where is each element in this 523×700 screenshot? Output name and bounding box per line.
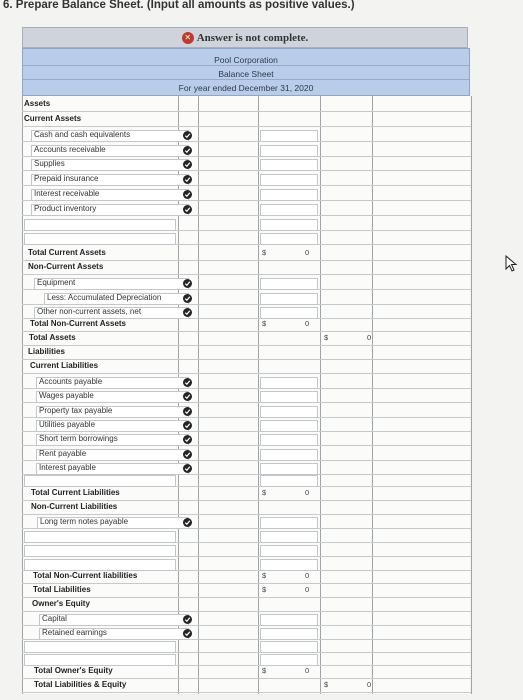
amount-input[interactable] <box>260 293 318 305</box>
currency-symbol: $ <box>262 488 267 497</box>
table-row-divider <box>22 514 471 515</box>
account-label: Other non-current assets, net <box>37 307 142 316</box>
account-select[interactable] <box>24 233 176 245</box>
amount-input[interactable] <box>260 420 318 432</box>
amount-input[interactable] <box>260 463 318 475</box>
row-label: Total Liabilities <box>33 585 91 594</box>
account-label: Prepaid insurance <box>34 174 99 183</box>
table-row-divider <box>22 260 471 261</box>
total-amount: 0 <box>367 333 372 342</box>
amount-input[interactable] <box>260 307 318 319</box>
total-amount: 0 <box>305 319 310 328</box>
table-row-divider <box>22 692 471 693</box>
amount-input[interactable] <box>260 641 318 653</box>
table-row-divider <box>22 500 471 501</box>
account-label: Product inventory <box>34 204 97 213</box>
check-circle-icon <box>183 279 192 288</box>
amount-input[interactable] <box>260 434 318 446</box>
amount-input[interactable] <box>260 204 318 216</box>
row-label: Total Current Liabilities <box>31 488 120 497</box>
check-circle-icon <box>183 421 192 430</box>
row-label: Owner's Equity <box>32 599 90 608</box>
amount-input[interactable] <box>260 406 318 418</box>
row-label: Total Non-Current liabilities <box>33 571 138 580</box>
check-circle-icon <box>183 175 192 184</box>
amount-input[interactable] <box>260 654 318 666</box>
check-circle-icon <box>183 308 192 317</box>
account-label: Equipment <box>37 278 76 287</box>
account-label: Utilities payable <box>39 420 96 429</box>
row-label: Non-Current Liabilities <box>31 502 118 511</box>
total-amount: 0 <box>305 571 310 580</box>
table-row-divider <box>22 611 471 612</box>
statement-title: Balance Sheet <box>23 69 469 79</box>
row-label: Non-Current Assets <box>28 262 104 271</box>
table-column-divider <box>471 96 472 694</box>
amount-input[interactable] <box>260 475 318 487</box>
currency-symbol: $ <box>262 585 267 594</box>
check-circle-icon <box>183 518 192 527</box>
amount-input[interactable] <box>260 189 318 201</box>
currency-symbol: $ <box>262 571 267 580</box>
check-circle-icon <box>183 190 192 199</box>
amount-input[interactable] <box>260 391 318 403</box>
total-amount: 0 <box>305 248 310 257</box>
table-row-divider <box>22 111 471 112</box>
table-row-divider <box>22 274 471 275</box>
account-select[interactable] <box>24 475 176 487</box>
account-select[interactable] <box>24 641 176 653</box>
check-circle-icon <box>183 392 192 401</box>
account-select[interactable] <box>24 559 176 571</box>
total-amount: 0 <box>305 585 310 594</box>
row-label: Total Owner's Equity <box>34 666 113 675</box>
account-label: Wages payable <box>39 391 94 400</box>
check-circle-icon <box>183 205 192 214</box>
account-select[interactable] <box>24 545 176 557</box>
account-label: Interest receivable <box>34 189 100 198</box>
amount-input[interactable] <box>260 545 318 557</box>
amount-input[interactable] <box>260 219 318 231</box>
row-label: Assets <box>24 99 51 108</box>
answer-status-bar <box>22 27 468 48</box>
check-circle-icon <box>183 378 192 387</box>
currency-symbol: $ <box>324 333 329 342</box>
table-row-divider <box>22 126 471 127</box>
statement-header <box>22 48 470 96</box>
amount-input[interactable] <box>260 377 318 389</box>
account-label: Long term notes payable <box>40 517 129 526</box>
currency-symbol: $ <box>262 248 267 257</box>
amount-input[interactable] <box>260 233 318 245</box>
x-circle-icon: ✕ <box>182 32 194 44</box>
amount-input[interactable] <box>260 130 318 142</box>
amount-input[interactable] <box>260 145 318 157</box>
instruction-heading <box>3 0 355 11</box>
check-circle-icon <box>183 629 192 638</box>
check-circle-icon <box>183 615 192 624</box>
amount-input[interactable] <box>260 517 318 529</box>
amount-input[interactable] <box>260 278 318 290</box>
table-row-divider <box>22 373 471 374</box>
table-row-divider <box>22 345 471 346</box>
amount-input[interactable] <box>260 559 318 571</box>
total-amount: 0 <box>367 680 372 689</box>
amount-input[interactable] <box>260 174 318 186</box>
account-label: Cash and cash equivalents <box>34 130 131 139</box>
check-circle-icon <box>183 450 192 459</box>
row-label: Liabilities <box>28 347 65 356</box>
instruction-note: (Input all amounts as positive values.) <box>146 0 355 11</box>
check-circle-icon <box>183 160 192 169</box>
row-label: Current Assets <box>24 114 82 123</box>
account-label: Capital <box>42 614 67 623</box>
row-label: Total Current Assets <box>28 248 106 257</box>
instruction-step: 6. Prepare Balance Sheet. <box>3 0 144 11</box>
account-label: Rent payable <box>39 449 87 458</box>
account-label: Accounts payable <box>39 377 103 386</box>
check-circle-icon <box>183 464 192 473</box>
row-label: Total Liabilities & Equity <box>34 680 127 689</box>
amount-input[interactable] <box>260 159 318 171</box>
account-label: Interest payable <box>39 463 96 472</box>
account-label: Less: Accumulated Depreciation <box>47 293 162 302</box>
account-select[interactable] <box>24 531 176 543</box>
row-label: Total Non-Current Assets <box>30 319 127 328</box>
row-label: Total Assets <box>29 333 76 342</box>
total-amount: 0 <box>305 666 310 675</box>
currency-symbol: $ <box>262 319 267 328</box>
amount-input[interactable] <box>260 531 318 543</box>
amount-input[interactable] <box>260 614 318 626</box>
table-row-divider <box>22 597 471 598</box>
check-circle-icon <box>183 407 192 416</box>
table-row-divider <box>22 359 471 360</box>
check-circle-icon <box>183 146 192 155</box>
account-label: Short term borrowings <box>39 434 118 443</box>
currency-symbol: $ <box>262 666 267 675</box>
table-row-divider <box>22 331 471 332</box>
currency-symbol: $ <box>324 680 329 689</box>
table-row-divider <box>22 678 471 679</box>
account-select[interactable] <box>24 219 176 231</box>
account-label: Retained earnings <box>42 628 107 637</box>
account-label: Supplies <box>34 159 65 168</box>
check-circle-icon <box>183 131 192 140</box>
account-label: Accounts receivable <box>34 145 106 154</box>
company-name: Pool Corporation <box>23 55 469 65</box>
row-label: Current Liabilities <box>30 361 99 370</box>
check-circle-icon <box>183 435 192 444</box>
statement-period: For year ended December 31, 2020 <box>178 83 314 93</box>
answer-status-text: Answer is not complete. <box>196 31 309 44</box>
amount-input[interactable] <box>260 449 318 461</box>
mouse-cursor-icon <box>505 255 519 273</box>
check-circle-icon <box>183 294 192 303</box>
table-row-divider <box>22 583 471 584</box>
amount-input[interactable] <box>260 628 318 640</box>
total-amount: 0 <box>305 488 310 497</box>
account-select[interactable] <box>24 654 176 666</box>
account-label: Property tax payable <box>39 406 113 415</box>
